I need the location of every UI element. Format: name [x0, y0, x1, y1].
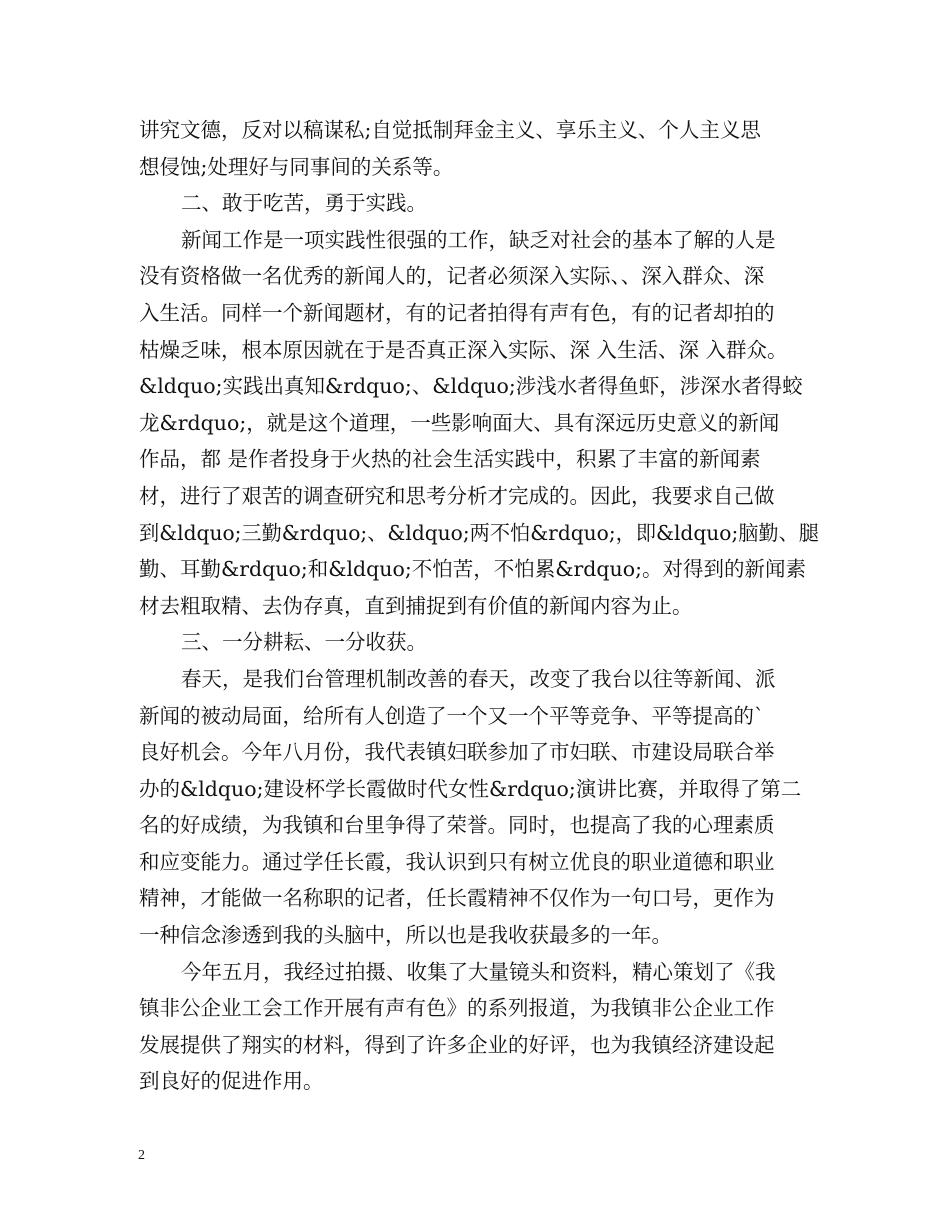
text-line: 新闻工作是一项实践性很强的工作，缺乏对社会的基本了解的人是 — [181, 227, 776, 252]
text-line: 名的好成绩，为我镇和台里争得了荣誉。同时，也提高了我的心理素质 — [139, 813, 775, 838]
page-number: 2 — [138, 1148, 145, 1163]
text-line: 和应变能力。通过学任长霞，我认识到只有树立优良的职业道德和职业 — [139, 849, 775, 874]
text-line: &ldquo;实践出真知&rdquo;、&ldquo;涉浅水者得鱼虾，涉深水者得蛟 — [139, 374, 803, 399]
text-line: 三、一分耕耘、一分收获。 — [181, 630, 427, 655]
document-body — [139, 112, 819, 1100]
text-line: 精神，才能做一名称职的记者，任长霞精神不仅作为一句口号，更作为 — [139, 886, 775, 911]
text-line: 作品，都 是作者投身于火热的社会生活实践中，积累了丰富的新闻素 — [139, 447, 761, 472]
text-line: 材，进行了艰苦的调查研究和思考分析才完成的。因此，我要求自己做 — [139, 483, 775, 508]
text-line: 一种信念渗透到我的头脑中，所以也是我收获最多的一年。 — [139, 923, 672, 948]
text-line: 没有资格做一名优秀的新闻人的，记者必须深入实际、、深入群众、深 — [139, 264, 765, 289]
text-line: 二、敢于吃苦，勇于实践。 — [181, 191, 427, 216]
text-line: 枯燥乏味，根本原因就在于是否真正深入实际、深 入生活、深 入群众。 — [139, 337, 788, 362]
text-line: 今年五月，我经过拍摄、收集了大量镜头和资料，精心策划了《我 — [181, 959, 776, 984]
text-line: 春天，是我们台管理机制改善的春天，改变了我台以往等新闻、派 — [181, 666, 776, 691]
text-line: 办的&ldquo;建设杯学长霞做时代女性&rdquo;演讲比赛，并取得了第二 — [139, 776, 802, 801]
text-line: 想侵蚀;处理好与同事间的关系等。 — [139, 154, 454, 179]
text-line: 新闻的被动局面，给所有人创造了一个又一个平等竞争、平等提高的` — [139, 703, 765, 728]
text-line: 到良好的促进作用。 — [139, 1069, 324, 1094]
text-line: 入生活。同样一个新闻题材，有的记者拍得有声有色，有的记者却拍的 — [139, 300, 775, 325]
text-line: 勤、耳勤&rdquo;和&ldquo;不怕苦，不怕累&rdquo;。对得到的新闻素 — [139, 557, 806, 582]
text-line: 发展提供了翔实的材料，得到了许多企业的好评，也为我镇经济建设起 — [139, 1032, 775, 1057]
text-line: 镇非公企业工会工作开展有声有色》的系列报道，为我镇非公企业工作 — [139, 996, 775, 1021]
text-line: 到&ldquo;三勤&rdquo;、&ldquo;两不怕&rdquo;，即&ldquo;脑勤、腿 — [139, 520, 819, 545]
text-line: 良好机会。今年八月份，我代表镇妇联参加了市妇联、市建设局联合举 — [139, 740, 775, 765]
text-line: 龙&rdquo;，就是这个道理，一些影响面大、具有深远历史意义的新闻 — [139, 410, 780, 435]
text-line: 讲究文德，反对以稿谋私;自觉抵制拜金主义、享乐主义、个人主义思 — [139, 118, 761, 142]
text-line: 材去粗取精、去伪存真，直到捕捉到有价值的新闻内容为止。 — [139, 593, 693, 618]
